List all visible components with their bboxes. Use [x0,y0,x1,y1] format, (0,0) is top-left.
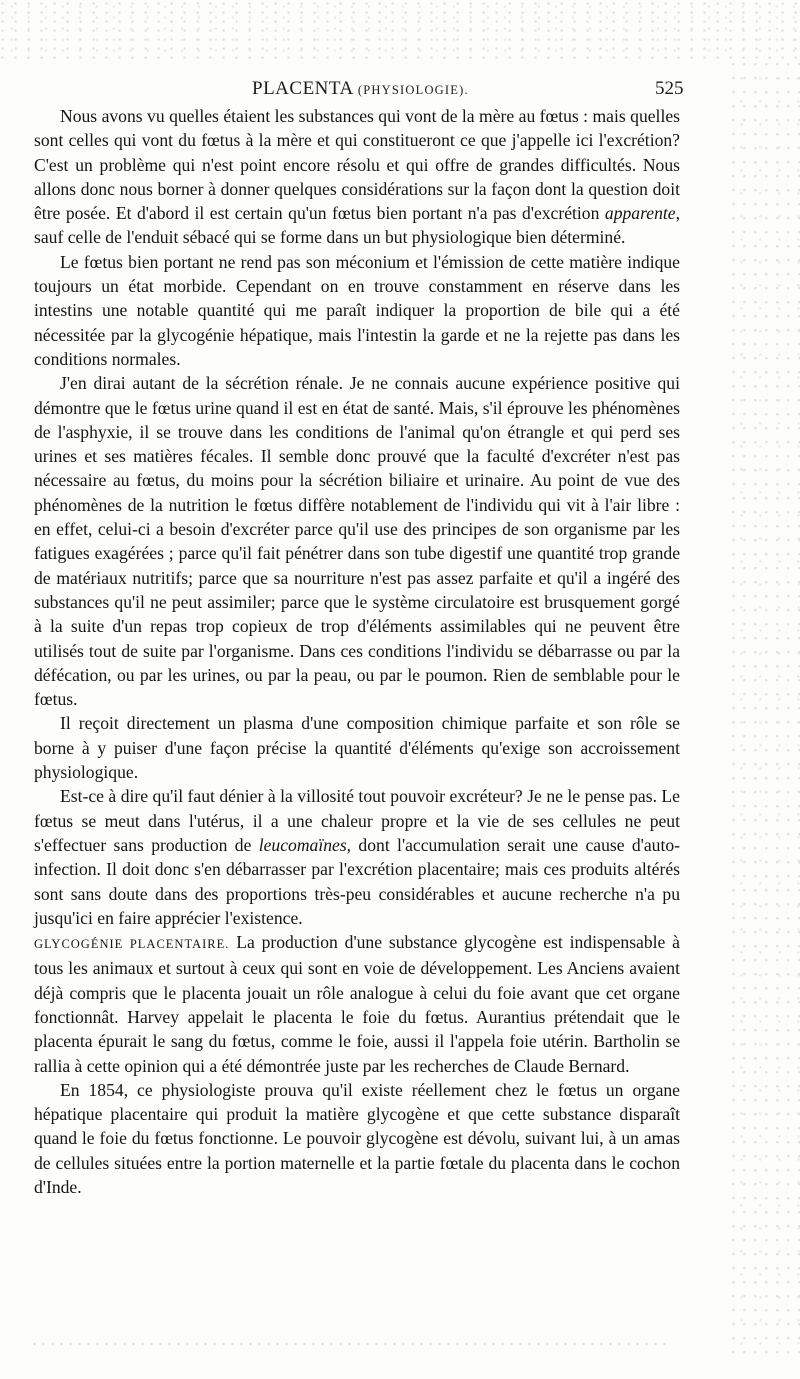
page-number: 525 [655,78,684,99]
paragraph-7: En 1854, ce physiologiste prouva qu'il existe réellement chez le fœtus un organe hépatique placentaire qui produit la matière glycogène et que cette substance disparaît quand le foie du fœtus fonctionne. Le pouvoir glycogène est dévolu, suivant lui, à un amas de cellules situées entre la portion maternelle et la partie fœtale du placenta dans le cochon d'Inde. [34,1079,680,1198]
paragraph-5 [34,784,680,930]
paragraph-1-text-end: , sauf celle de l'enduit sébacé qui se forme dans un but physiologique bien déterminé. [34,203,680,248]
scan-noise-bottom [30,1340,670,1348]
running-title-sub: (PHYSIOLOGIE). [357,83,469,97]
paragraph-1-emphasis: apparente [604,203,676,224]
paragraph-6-text: La production d'une substance glycogène est indispensable à tous les animaux et surtout à ceux qui sont en voie de développement. Les Anciens avaient déjà compris que le placenta jouait un rôle analogue à celui du foie avant que cet organe fonctionnât. Harvey appelait le placenta le foie du fœtus. Aurantius prétendait que le placenta épurait le sang du fœtus, comme le foie, aussi il l'appela foie utérin. Bartholin se rallia à cette opinion qui a été démontrée juste par les recherches de Claude Bernard. [34,932,680,1076]
scan-noise-right [730,60,800,1360]
paragraph-3: J'en dirai autant de la sécrétion rénale. Je ne connais aucune expérience positive qui démontre que le fœtus urine quand il est en état de santé. Mais, s'il éprouve les phénomènes de l'asphyxie, il se trouve dans les conditions de l'animal qu'on étrangle et qui perd ses urines et ses matières fécales. Il semble donc prouvé que la faculté d'excréter n'est pas nécessaire au fœtus, du moins pour la sécrétion biliaire et urinaire. Au point de vue des phénomènes de la nutrition le fœtus diffère notablement de l'individu qui vit à l'air libre : en effet, celui-ci a besoin d'excréter parce qu'il use des principes de son organisme par les fatigues exagérées ; parce qu'il fait pénétrer dans son tube digestif une quantité trop grande de matériaux nutritifs; parce que sa nourriture n'est pas assez parfaite et qu'il a ingéré des substances qu'il ne peut assimiler; parce que le système circulatoire est brusquement gorgé à la suite d'un repas trop copieux de trop d'éléments assimilables qui ne peuvent être utilisés tout de suite par l'organisme. Dans ces conditions l'individu se débarrasse ou par la défécation, ou par les urines, ou par la peau, ou par le poumon. Rien de semblable pour le fœtus. [34,373,680,710]
paragraph-1-text: Nous avons vu quelles étaient les substances qui vont de la mère au fœtus : mais quelles sont celles qui vont du fœtus à la mère et qui constitueront ce que j'appelle ici l'excrétion? C'est un problème qui n'est point encore résolu et qui offre de grandes difficultés. Nous allons donc nous borner à donner quelques considérations sur la façon dont la question doit être posée. Et d'abord il est certain qu'un fœtus bien portant n'a pas d'excrétion [34,106,680,224]
paragraph-5-text: Est-ce à dire qu'il faut dénier à la villosité tout pouvoir excréteur? Je ne le pense pas. Le fœtus se meut dans l'utérus, il a une chaleur propre et la vie de ses cellules ne peut s'effectuer sans production de [34,786,680,855]
running-title-main: PLACENTA [252,78,353,99]
paragraph-2: Le fœtus bien portant ne rend pas son méconium et l'émission de cette matière indique toujours un état morbide. Cependant on en trouve constamment en réserve dans les intestins une notable quantité qui me paraît indiquer la proportion de bile qui a été nécessitée par la glycogénie hépatique, mais l'intestin la garde et ne la rejette pas dans les conditions normales. [34,251,680,369]
paragraph-1 [34,104,680,250]
paragraph-6 [34,930,680,1078]
paragraph-5-emphasis: leucomaïnes, [258,834,352,855]
body-text [34,104,680,1199]
running-title [252,78,469,100]
paragraph-4: Il reçoit directement un plasma d'une composition chimique parfaite et son rôle se borne à y puiser d'une façon précise la quantité d'éléments qu'exige son accroissement physiologique. [34,713,680,783]
paragraph-5-text-end: dont l'accumulation serait une cause d'auto-infection. Il doit donc s'en débarrasser par l'excrétion placentaire; mais ces produits altérés sont sans doute dans des proportions très-peu considérables et aucune recherche n'a pu jusqu'ici en faire apprécier l'existence. [34,834,680,928]
section-heading: GLYCOGÉNIE PLACENTAIRE. [34,937,230,952]
scan-noise-top [0,0,800,60]
